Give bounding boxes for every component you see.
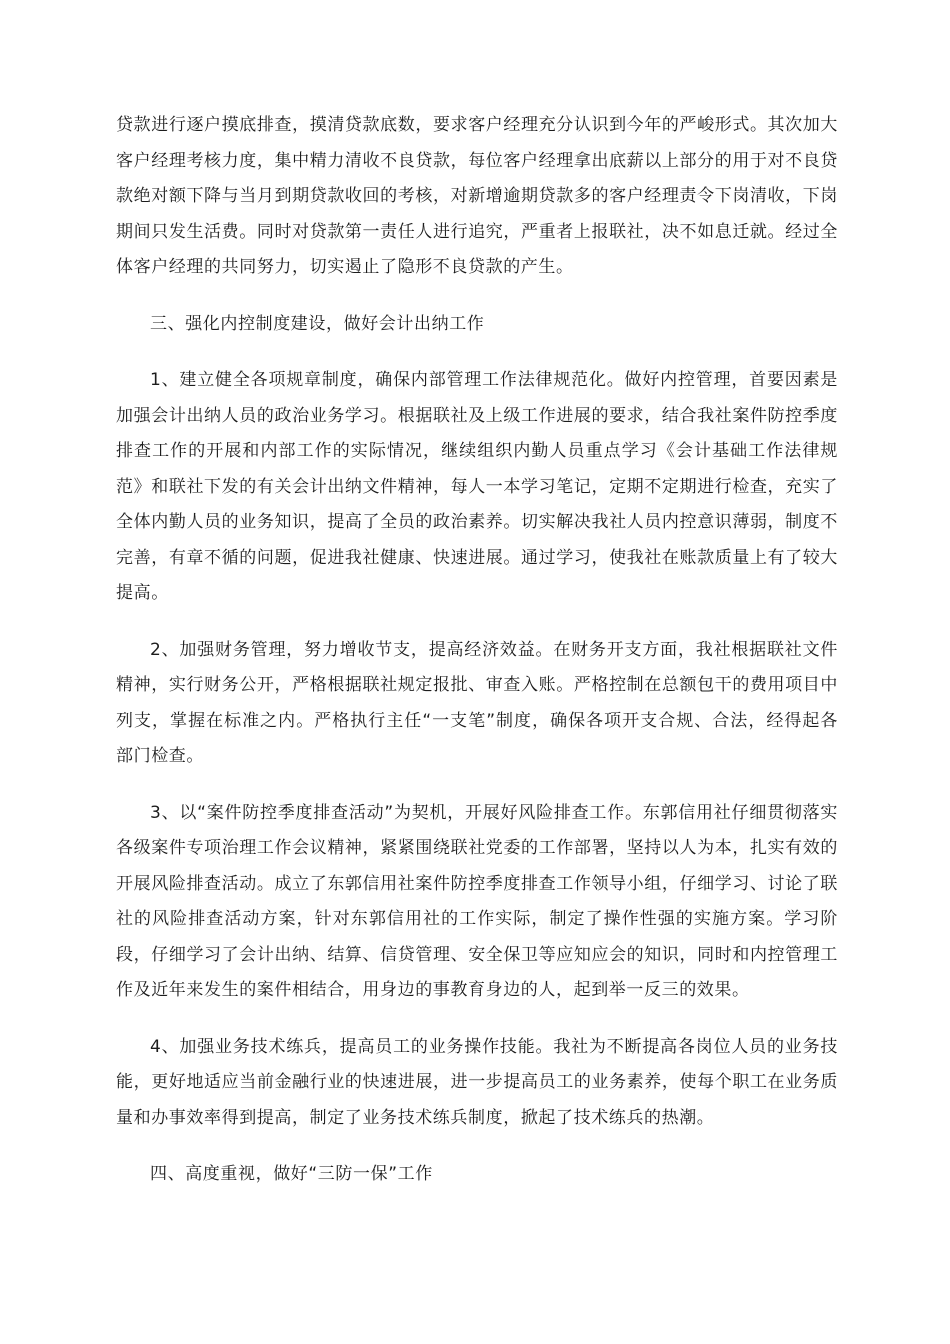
paragraph-item-4: 4、加强业务技术练兵，提高员工的业务操作技能。我社为不断提高各岗位人员的业务技能，更好地适应当前金融行业的快速进展，进一步提高员工的业务素养，使每个职工在业务质量和办事效率得到提高，制定了业务技术练兵制度，掀起了技术练兵的热潮。 bbox=[116, 1036, 838, 1128]
paragraph-continuation: 贷款进行逐户摸底排查，摸清贷款底数，要求客户经理充分认识到今年的严峻形式。其次加大客户经理考核力度，集中精力清收不良贷款，每位客户经理拿出底薪以上部分的用于对不良贷款绝对额下降与当月到期贷款收回的考核，对新增逾期贷款多的客户经理责令下岗清收，下岗期间只发生活费。同时对贷款第一责任人进行追究，严重者上报联社，决不如息迁就。经过全体客户经理的共同努力，切实遏止了隐形不良贷款的产生。 bbox=[116, 115, 838, 277]
section-heading-4: 四、高度重视，做好“三防一保”工作 bbox=[150, 1164, 433, 1184]
paragraph-item-2: 2、加强财务管理，努力增收节支，提高经济效益。在财务开支方面，我社根据联社文件精神，实行财务公开，严格根据联社规定报批、审查入账。严格控制在总额包干的费用项目中列支，掌握在标准之内。严格执行主任“一支笔”制度，确保各项开支合规、合法，经得起各部门检查。 bbox=[116, 639, 838, 766]
paragraph-item-3: 3、以“案件防控季度排查活动”为契机，开展好风险排查工作。东郭信用社仔细贯彻落实各级案件专项治理工作会议精神，紧紧围绕联社党委的工作部署，坚持以人为本，扎实有效的开展风险排查活动。成立了东郭信用社案件防控季度排查工作领导小组，仔细学习、讨论了联社的风险排查活动方案，针对东郭信用社的工作实际，制定了操作性强的实施方案。学习阶段，仔细学习了会计出纳、结算、信贷管理、安全保卫等应知应会的知识，同时和内控管理工作及近年来发生的案件相结合，用身边的事教育身边的人，起到举一反三的效果。 bbox=[116, 802, 838, 1000]
paragraph-item-1: 1、建立健全各项规章制度，确保内部管理工作法律规范化。做好内控管理，首要因素是加强会计出纳人员的政治业务学习。根据联社及上级工作进展的要求，结合我社案件防控季度排查工作的开展和内部工作的实际情况，继续组织内勤人员重点学习《会计基础工作法律规范》和联社下发的有关会计出纳文件精神，每人一本学习笔记，定期不定期进行检查，充实了全体内勤人员的业务知识，提高了全员的政治素养。切实解决我社人员内控意识薄弱，制度不完善，有章不循的问题，促进我社健康、快速进展。通过学习，使我社在账款质量上有了较大提高。 bbox=[116, 370, 838, 603]
section-heading-3: 三、强化内控制度建设，做好会计出纳工作 bbox=[150, 313, 485, 334]
document-body bbox=[116, 108, 838, 1214]
